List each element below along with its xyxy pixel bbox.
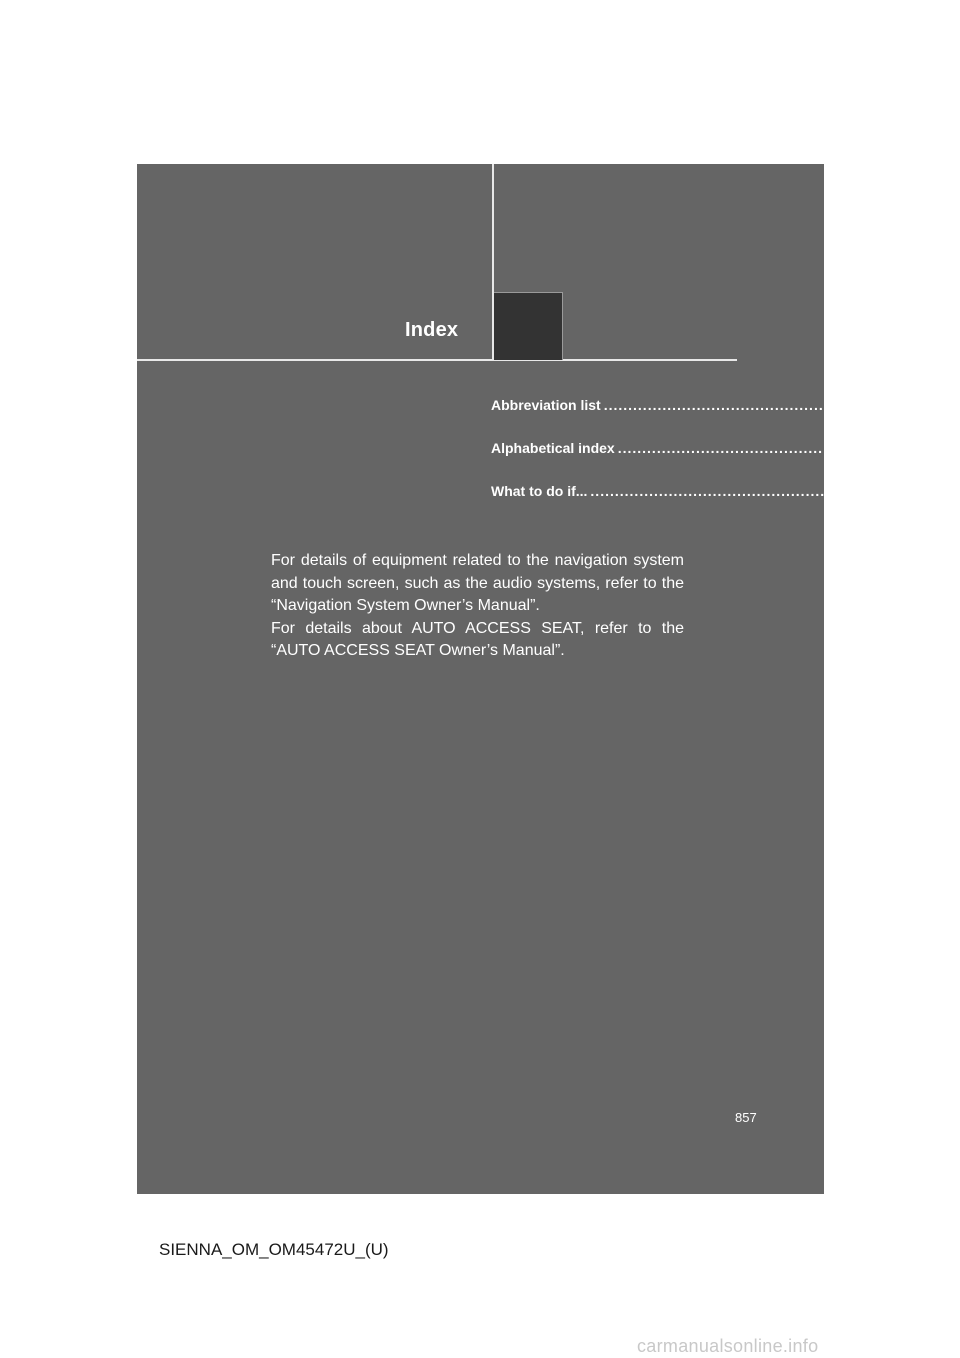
toc-item-label: Alphabetical index <box>491 440 615 456</box>
note-paragraph-auto-access-seat: For details about AUTO ACCESS SEAT, refer to the “AUTO ACCESS SEAT Owner’s Manual”. <box>271 619 684 659</box>
watermark: carmanualsonline.info <box>637 1336 819 1356</box>
section-title: Index <box>405 319 459 341</box>
toc-item-alphabetical-index[interactable] <box>491 440 919 483</box>
note-paragraph-navigation: For details of equipment related to the navigation system and touch screen, such as the audio systems, refer to the “Navigation System Owner’s Manual”. <box>271 552 684 614</box>
reference-note <box>271 550 684 663</box>
document-id: SIENNA_OM_OM45472U_(U) <box>159 1240 389 1259</box>
toc-item-abbreviation-list[interactable] <box>491 397 905 440</box>
toc-item-page: 860 <box>895 440 919 456</box>
toc-item-label: Abbreviation list <box>491 397 601 413</box>
horizontal-divider <box>137 359 737 361</box>
toc-item-page: 871 <box>868 483 892 499</box>
toc-item-page: 858 <box>881 397 905 413</box>
page-number: 857 <box>735 1110 757 1125</box>
section-tab-marker <box>494 292 563 360</box>
toc-item-what-to-do-if[interactable] <box>491 483 892 526</box>
toc-item-label: What to do if... <box>491 483 588 499</box>
toc-leader-dots: ........................................................ <box>603 397 878 413</box>
index-panel <box>137 164 824 1194</box>
toc-leader-dots: ........................................................ <box>590 483 865 499</box>
toc-leader-dots: ........................................................ <box>617 440 892 456</box>
table-of-contents <box>491 397 919 526</box>
